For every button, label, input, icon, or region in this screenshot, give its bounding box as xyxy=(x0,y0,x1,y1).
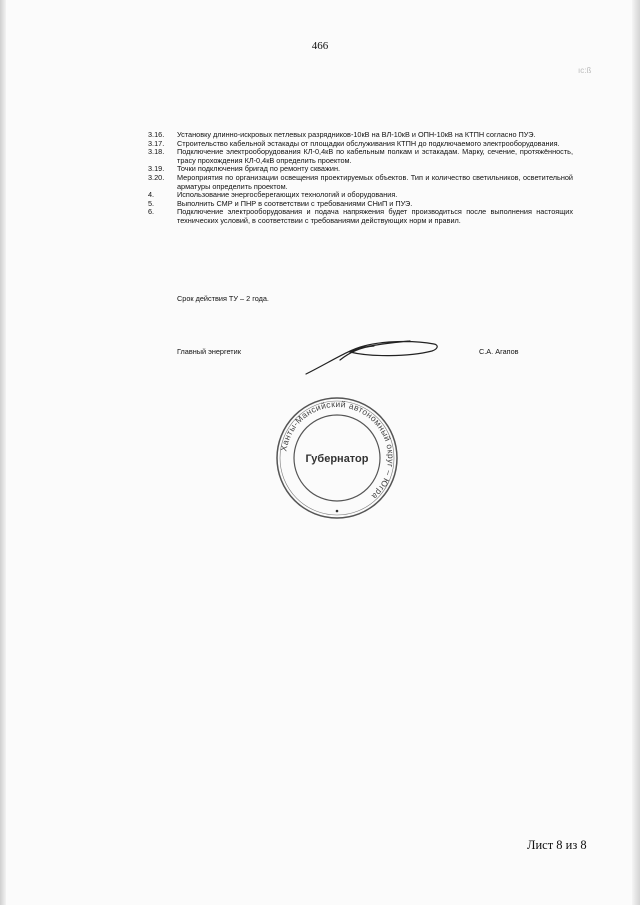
item-text: Использование энергосберегающих технологий и оборудования. xyxy=(177,190,398,200)
item-number: 6. xyxy=(148,207,155,217)
scan-noise: ıc:ß xyxy=(578,66,592,75)
list-item xyxy=(148,174,573,191)
list-item xyxy=(148,148,573,165)
item-number: 3.20. xyxy=(148,172,165,182)
stamp-center-text: Губернатор xyxy=(305,453,369,465)
item-number: 3.16. xyxy=(148,130,165,139)
stamp-dot xyxy=(336,510,339,513)
item-number: 5. xyxy=(148,198,155,208)
signatory-title: Главный энергетик xyxy=(177,347,241,356)
scan-edge-right xyxy=(632,0,640,905)
page-number: 466 xyxy=(311,40,329,52)
scan-edge-left xyxy=(0,0,6,905)
official-stamp xyxy=(272,393,402,523)
item-number: 4. xyxy=(148,190,155,200)
item-text: Мероприятия по организации освещения проектируемых объектов. Тип и количество светильников, осветительной арматуры определить проектом. xyxy=(177,172,573,191)
requirements-list xyxy=(148,131,573,226)
item-text: Выполнить СМР и ПНР в соответствии с требованиями СНиП и ПУЭ. xyxy=(177,198,413,208)
signatory-name: С.А. Агапов xyxy=(479,347,519,356)
item-number: 3.19. xyxy=(148,164,165,174)
item-text: Подключение электрооборудования и подача напряжения будет производиться после выполнения настоящих технических условий, в соответствии с требованиями действующих норм и правил. xyxy=(177,207,573,225)
item-number: 3.18. xyxy=(148,147,165,157)
item-text: Подключение электрооборудования КЛ-0,4кВ по кабельным полкам и эстакадам. Марку, сечение, протяжённость, трасу прохождения КЛ-0,4кВ определить проектом. xyxy=(177,147,573,165)
list-item xyxy=(148,208,573,225)
sheet-counter: Лист 8 из 8 xyxy=(527,838,587,852)
item-text: Строительство кабельной эстакады от площадки обслуживания КТПН до подключаемого электрооборудования. xyxy=(177,138,560,148)
item-text: Установку длинно-искровых петлевых разрядников-10кВ на ВЛ-10кВ и ОПН-10кВ на КТПН согласно ПУЭ. xyxy=(177,130,536,139)
validity-note: Срок действия ТУ – 2 года. xyxy=(177,294,269,303)
stamp-ring-text: Ханты-Мансийский автономный округ – Югра xyxy=(278,398,397,502)
item-text: Точки подключения бригад по ремонту скважин. xyxy=(177,164,341,174)
handwritten-signature xyxy=(300,330,445,380)
item-number: 3.17. xyxy=(148,138,165,148)
